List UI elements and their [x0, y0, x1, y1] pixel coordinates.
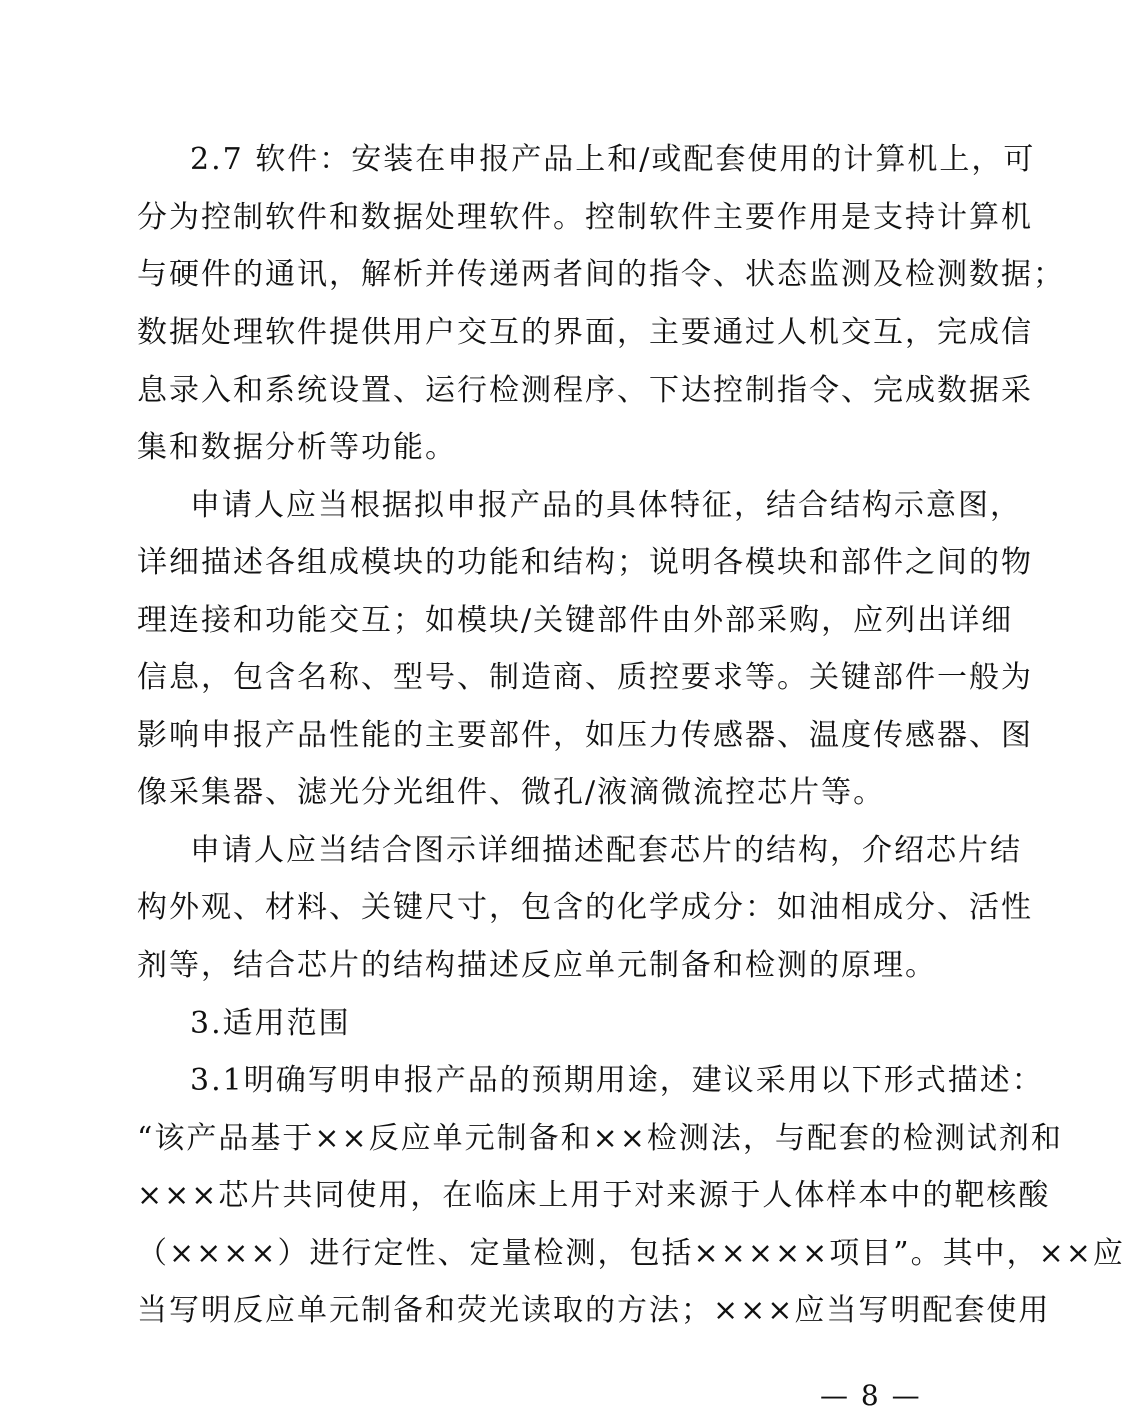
section-3-1-line-5: 当写明反应单元制备和荧光读取的方法；×××应当写明配套使用 [137, 1293, 1051, 1328]
section-3-1-line-2: “该产品基于××反应单元制备和××检测法，与配套的检测试剂和 [137, 1121, 1063, 1156]
paragraph-modules-line-4: 信息，包含名称、型号、制造商、质控要求等。关键部件一般为 [137, 660, 1033, 695]
section-3-heading: 3.适用范围 [190, 1006, 351, 1041]
section-3-1-line-3: ×××芯片共同使用，在临床上用于对来源于人体样本中的靶核酸 [137, 1178, 1051, 1213]
paragraph-chip-line-3: 剂等，结合芯片的结构描述反应单元制备和检测的原理。 [137, 948, 937, 983]
section-2-7-line-3: 与硬件的通讯，解析并传递两者间的指令、状态监测及检测数据； [137, 257, 1065, 292]
section-2-7-line-4: 数据处理软件提供用户交互的界面，主要通过人机交互，完成信 [137, 315, 1033, 350]
paragraph-chip-line-1: 申请人应当结合图示详细描述配套芯片的结构，介绍芯片结 [190, 833, 1022, 868]
paragraph-modules-line-6: 像采集器、滤光分光组件、微孔/液滴微流控芯片等。 [137, 775, 886, 810]
paragraph-modules-line-1: 申请人应当根据拟申报产品的具体特征，结合结构示意图， [190, 488, 1022, 523]
section-3-1-line-4: （××××）进行定性、定量检测，包括×××××项目”。其中，××应 [137, 1236, 1125, 1271]
section-2-7-line-5: 息录入和系统设置、运行检测程序、下达控制指令、完成数据采 [137, 373, 1033, 408]
section-2-7-line-1: 2.7 软件：安装在申报产品上和/或配套使用的计算机上，可 [190, 142, 1036, 177]
section-2-7-line-6: 集和数据分析等功能。 [137, 430, 457, 465]
section-3-1-line-1: 3.1明确写明申报产品的预期用途，建议采用以下形式描述： [190, 1063, 1044, 1098]
paragraph-modules-line-3: 理连接和功能交互；如模块/关键部件由外部采购，应列出详细 [137, 603, 1014, 638]
paragraph-chip-line-2: 构外观、材料、关键尺寸，包含的化学成分：如油相成分、活性 [137, 890, 1033, 925]
paragraph-modules-line-2: 详细描述各组成模块的功能和结构；说明各模块和部件之间的物 [137, 545, 1033, 580]
paragraph-modules-line-5: 影响申报产品性能的主要部件，如压力传感器、温度传感器、图 [137, 718, 1033, 753]
page-number: — 8 — [820, 1379, 922, 1412]
section-2-7-line-2: 分为控制软件和数据处理软件。控制软件主要作用是支持计算机 [137, 200, 1033, 235]
